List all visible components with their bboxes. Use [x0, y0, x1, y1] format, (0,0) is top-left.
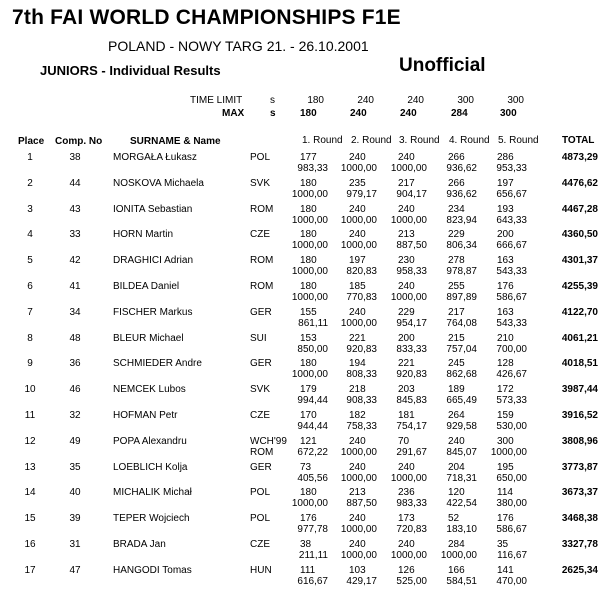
- place-cell: 9: [27, 358, 33, 370]
- round-points-cell: 908,33: [346, 395, 377, 407]
- total-cell: 4301,37: [561, 255, 598, 267]
- round-points-cell: 665,49: [446, 395, 477, 407]
- status-label: Unofficial: [399, 55, 486, 76]
- round-points-cell: 1000,00: [340, 163, 377, 174]
- round-points-cell: 979,17: [346, 188, 377, 200]
- time-limit-value: 180: [307, 95, 324, 106]
- place-cell: 13: [24, 461, 36, 473]
- round-points-cell: 1000,00: [291, 240, 328, 252]
- round-points-cell: 1000,00: [340, 446, 377, 458]
- round-time-cell: 38: [300, 539, 312, 550]
- round-points-cell: 862,68: [446, 369, 477, 381]
- comp-no-cell: 38: [69, 152, 81, 163]
- round-points-cell: 953,33: [496, 163, 527, 174]
- comp-no-cell: 35: [69, 461, 81, 473]
- round-time-cell: 240: [398, 461, 415, 473]
- country-cell: WCH'99: [250, 435, 287, 447]
- header-round-1: 1. Round: [302, 135, 343, 146]
- place-cell: 2: [27, 177, 33, 189]
- round-time-cell: 234: [448, 203, 465, 215]
- round-time-cell: 35: [497, 539, 509, 550]
- round-time-cell: 176: [497, 513, 514, 525]
- round-time-cell: 240: [398, 539, 415, 550]
- round-time-cell: 240: [448, 435, 465, 447]
- header-round-2: 2. Round: [351, 135, 392, 146]
- comp-no-cell: 46: [69, 384, 81, 396]
- place-cell: 7: [27, 306, 33, 318]
- round-time-cell: 221: [349, 332, 366, 344]
- round-time-cell: 194: [349, 358, 366, 370]
- round-time-cell: 240: [349, 306, 366, 318]
- max-value: 300: [500, 108, 517, 119]
- round-time-cell: 111: [300, 564, 316, 576]
- round-time-cell: 180: [300, 281, 317, 292]
- place-cell: 6: [27, 281, 33, 292]
- round-points-cell: 808,33: [346, 369, 377, 381]
- comp-no-cell: 33: [69, 229, 81, 241]
- round-time-cell: 172: [497, 384, 514, 396]
- round-points-cell: 1000,00: [291, 214, 328, 226]
- round-time-cell: 229: [398, 306, 415, 318]
- comp-no-cell: 41: [69, 281, 81, 292]
- header-place: Place: [18, 136, 45, 147]
- round-time-cell: 189: [448, 384, 465, 396]
- place-cell: 1: [27, 152, 33, 163]
- time-limit-value: 300: [507, 95, 524, 106]
- round-points-cell: 1000,00: [390, 214, 427, 226]
- country-cell: ROM: [250, 255, 274, 267]
- round-points-cell: 754,17: [396, 421, 427, 432]
- round-points-cell: 530,00: [496, 421, 527, 432]
- round-points-cell: 643,33: [496, 214, 527, 226]
- round-points-cell: 584,51: [446, 575, 477, 587]
- header-round-4: 4. Round: [449, 135, 490, 146]
- round-points-cell: 850,00: [297, 343, 328, 355]
- round-points-cell: 718,31: [446, 472, 477, 484]
- round-time-cell: 120: [448, 487, 465, 499]
- total-cell: 3468,38: [561, 513, 598, 525]
- round-time-cell: 284: [448, 539, 465, 550]
- round-points-cell: 983,33: [396, 498, 427, 510]
- round-time-cell: 240: [349, 152, 366, 163]
- name-cell: TEPER Wojciech: [113, 513, 190, 525]
- header-comp-no: Comp. No: [55, 136, 103, 147]
- name-cell: HORN Martin: [113, 229, 174, 241]
- round-points-cell: 1000,00: [340, 317, 377, 329]
- name-cell: MORGAŁA Łukasz: [113, 152, 197, 163]
- round-time-cell: 203: [398, 384, 415, 396]
- round-time-cell: 155: [300, 306, 317, 318]
- round-points-cell: 1000,00: [490, 446, 527, 458]
- round-points-cell: 1000,00: [340, 472, 377, 484]
- name-cell: LOEBLICH Kolja: [113, 461, 188, 473]
- country-cell: SUI: [250, 332, 267, 344]
- round-time-cell: 193: [497, 203, 514, 215]
- round-points-cell: 820,83: [346, 266, 377, 278]
- round-time-cell: 240: [349, 229, 366, 241]
- round-time-cell: 121: [300, 435, 317, 447]
- place-cell: 5: [27, 255, 33, 267]
- round-points-cell: 978,87: [446, 266, 477, 278]
- round-time-cell: 159: [497, 410, 514, 421]
- place-cell: 14: [24, 487, 36, 499]
- round-time-cell: 217: [398, 177, 415, 189]
- country-cell: ROM: [250, 281, 274, 292]
- country-cell: CZE: [250, 410, 270, 421]
- round-points-cell: 1000,00: [390, 292, 427, 303]
- round-time-cell: 181: [398, 410, 415, 421]
- place-cell: 15: [24, 513, 36, 525]
- place-cell: 3: [27, 203, 33, 215]
- total-cell: 3987,44: [561, 384, 598, 396]
- round-points-cell: 861,11: [298, 317, 328, 329]
- round-points-cell: 764,08: [446, 317, 477, 329]
- round-points-cell: 823,94: [446, 214, 477, 226]
- round-time-cell: 266: [448, 177, 465, 189]
- comp-no-cell: 40: [69, 487, 81, 499]
- name-cell: POPA Alexandru: [113, 435, 187, 447]
- round-points-cell: 666,67: [496, 240, 527, 252]
- round-time-cell: 240: [349, 539, 366, 550]
- round-time-cell: 179: [300, 384, 317, 396]
- round-time-cell: 213: [349, 487, 366, 499]
- round-time-cell: 126: [398, 564, 415, 576]
- round-time-cell: 255: [448, 281, 465, 292]
- total-cell: 4360,50: [561, 229, 598, 241]
- round-points-cell: 904,17: [396, 188, 427, 200]
- round-time-cell: 235: [349, 177, 366, 189]
- round-points-cell: 616,67: [297, 575, 328, 587]
- round-points-cell: 1000,00: [390, 163, 427, 174]
- round-points-cell: 887,50: [396, 240, 427, 252]
- round-time-cell: 200: [497, 229, 514, 241]
- round-time-cell: 230: [398, 255, 415, 267]
- round-time-cell: 176: [300, 513, 317, 525]
- place-cell: 11: [24, 410, 36, 421]
- time-limit-value: 300: [457, 95, 474, 106]
- round-points-cell: 586,67: [496, 292, 527, 303]
- total-cell: 4061,21: [561, 332, 598, 344]
- round-points-cell: 525,00: [396, 575, 427, 587]
- round-points-cell: 1000,00: [340, 240, 377, 252]
- round-points-cell: 183,10: [446, 524, 477, 536]
- round-points-cell: 845,83: [396, 395, 427, 407]
- round-time-cell: 103: [349, 564, 366, 576]
- round-time-cell: 180: [300, 255, 317, 267]
- round-time-cell: 245: [448, 358, 465, 370]
- round-points-cell: 983,33: [297, 163, 328, 174]
- round-time-cell: 240: [349, 203, 366, 215]
- name-cell: DRAGHICI Adrian: [113, 255, 194, 267]
- round-points-cell: 291,67: [396, 446, 427, 458]
- round-points-cell: 1000,00: [390, 472, 427, 484]
- name-cell: HOFMAN Petr: [113, 410, 178, 421]
- total-cell: 4476,62: [561, 177, 598, 189]
- round-points-cell: 1000,00: [340, 550, 377, 561]
- round-points-cell: 994,44: [297, 395, 328, 407]
- round-points-cell: 1000,00: [291, 266, 328, 278]
- name-cell: BLEUR Michael: [113, 332, 184, 344]
- total-cell: 3916,52: [561, 410, 598, 421]
- comp-no-cell: 32: [69, 410, 81, 421]
- section-heading: JUNIORS - Individual Results: [40, 63, 221, 78]
- country-cell: POL: [250, 513, 271, 525]
- round-points-cell: 920,83: [396, 369, 427, 381]
- round-time-cell: 236: [398, 487, 415, 499]
- round-points-cell: 422,54: [446, 498, 477, 510]
- country-cell: POL: [250, 487, 271, 499]
- round-points-cell: 656,67: [496, 188, 527, 200]
- round-time-cell: 195: [497, 461, 514, 473]
- place-cell: 4: [27, 229, 33, 241]
- max-value: 240: [400, 108, 417, 119]
- round-points-cell: 543,33: [496, 317, 527, 329]
- round-points-cell: 573,33: [496, 395, 527, 407]
- round-points-cell: 944,44: [297, 421, 328, 432]
- round-time-cell: 185: [349, 281, 366, 292]
- round-points-cell: 958,33: [396, 266, 427, 278]
- total-cell: 3808,96: [561, 435, 598, 447]
- round-time-cell: 240: [398, 203, 415, 215]
- round-time-cell: 170: [300, 410, 317, 421]
- country-cell: POL: [250, 152, 271, 163]
- round-time-cell: 204: [448, 461, 465, 473]
- max-value: 180: [300, 108, 317, 119]
- name-cell: HANGODI Tomas: [113, 564, 192, 576]
- time-limit-value: 240: [407, 95, 424, 106]
- round-time-cell: 176: [497, 281, 514, 292]
- country-cell: ROM: [250, 203, 274, 215]
- round-points-cell: 1000,00: [291, 498, 328, 510]
- round-time-cell: 182: [349, 410, 366, 421]
- round-time-cell: 173: [398, 513, 415, 525]
- place-cell: 10: [24, 384, 36, 396]
- round-points-cell: 543,33: [496, 266, 527, 278]
- round-time-cell: 213: [398, 229, 415, 241]
- round-time-cell: 217: [448, 306, 465, 318]
- round-points-cell: 936,62: [446, 188, 477, 200]
- round-time-cell: 180: [300, 487, 317, 499]
- round-time-cell: 218: [349, 384, 366, 396]
- round-time-cell: 240: [349, 513, 366, 525]
- round-points-cell: 757,04: [446, 343, 477, 355]
- round-points-cell: 1000,00: [291, 188, 328, 200]
- header-name: SURNAME & Name: [130, 136, 221, 147]
- round-time-cell: 141: [497, 564, 514, 576]
- comp-no-cell: 42: [69, 255, 81, 267]
- round-points-cell: 936,62: [446, 163, 477, 174]
- country-cell: CZE: [250, 229, 270, 241]
- round-time-cell: 70: [398, 435, 410, 447]
- round-points-cell: 650,00: [496, 472, 527, 484]
- round-points-cell: 887,50: [346, 498, 377, 510]
- country-cell: GER: [250, 306, 272, 318]
- round-points-cell: 920,83: [346, 343, 377, 355]
- comp-no-cell: 43: [69, 203, 81, 215]
- round-time-cell: 286: [497, 152, 514, 163]
- name-cell: MICHALIK Michał: [113, 487, 192, 499]
- round-time-cell: 264: [448, 410, 465, 421]
- round-time-cell: 180: [300, 229, 317, 241]
- comp-no-cell: 44: [69, 177, 81, 189]
- round-points-cell: 470,00: [496, 575, 527, 587]
- name-cell: SCHMIEDER Andre: [113, 358, 202, 370]
- round-points-cell: 806,34: [446, 240, 477, 252]
- total-cell: 3327,78: [561, 539, 598, 550]
- total-cell: 4018,51: [561, 358, 598, 370]
- round-points-cell: 380,00: [496, 498, 527, 510]
- name-cell: FISCHER Markus: [113, 306, 193, 318]
- header-total: TOTAL: [562, 135, 595, 146]
- round-points-cell: 426,67: [496, 369, 527, 381]
- country-cell: HUN: [250, 564, 272, 576]
- max-value: 240: [350, 108, 367, 119]
- total-cell: 2625,34: [561, 564, 598, 576]
- page-title: 7th FAI WORLD CHAMPIONSHIPS F1E: [12, 6, 401, 29]
- comp-no-cell: 36: [69, 358, 81, 370]
- round-points-cell: 770,83: [346, 292, 377, 303]
- max-value: 284: [451, 108, 468, 119]
- total-cell: 4255,39: [561, 281, 598, 292]
- name-cell: NOSKOVA Michaela: [113, 177, 204, 189]
- round-time-cell: 166: [448, 564, 465, 576]
- round-time-cell: 180: [300, 358, 317, 370]
- time-limit-value: 240: [357, 95, 374, 106]
- round-time-cell: 221: [398, 358, 415, 370]
- round-points-cell: 700,00: [496, 343, 527, 355]
- round-time-cell: 300: [497, 435, 514, 447]
- round-time-cell: 266: [448, 152, 465, 163]
- round-points-cell: 429,17: [346, 575, 377, 587]
- country-cell: SVK: [250, 177, 271, 189]
- country-cell: CZE: [250, 539, 270, 550]
- event-subtitle: POLAND - NOWY TARG 21. - 26.10.2001: [108, 38, 369, 54]
- place-cell: 17: [24, 564, 36, 576]
- name-cell: IONITA Sebastian: [113, 203, 193, 215]
- round-points-cell: 977,78: [297, 524, 328, 536]
- time-limit-label: TIME LIMIT: [190, 95, 243, 106]
- country-cell: GER: [250, 461, 272, 473]
- place-cell: 12: [24, 435, 36, 447]
- round-points-cell: 586,67: [496, 524, 527, 536]
- max-label: MAX: [222, 108, 245, 119]
- round-points-cell: 1000,00: [340, 214, 377, 226]
- comp-no-cell: 48: [69, 332, 81, 344]
- max-unit: s: [270, 108, 276, 119]
- name-cell: NEMCEK Lubos: [113, 384, 186, 396]
- round-points-cell: 897,89: [446, 292, 477, 303]
- round-time-cell: 52: [448, 513, 460, 525]
- round-time-cell: 163: [497, 255, 514, 267]
- round-points-cell: 1000,00: [390, 550, 427, 561]
- round-points-cell: 954,17: [396, 317, 427, 329]
- round-points-cell: 405,56: [297, 472, 328, 484]
- round-points-cell: 929,58: [446, 421, 477, 432]
- round-time-cell: 128: [497, 358, 514, 370]
- header-round-5: 5. Round: [498, 135, 539, 146]
- country-cell: ROM: [250, 446, 274, 458]
- round-time-cell: 163: [497, 306, 514, 318]
- round-points-cell: 1000,00: [440, 550, 477, 561]
- round-points-cell: 845,07: [446, 446, 477, 458]
- comp-no-cell: 39: [69, 513, 81, 525]
- round-time-cell: 200: [398, 332, 415, 344]
- round-time-cell: 73: [300, 461, 312, 473]
- comp-no-cell: 49: [69, 435, 81, 447]
- round-time-cell: 240: [349, 461, 366, 473]
- round-points-cell: 1000,00: [340, 524, 377, 536]
- round-points-cell: 211,11: [298, 550, 328, 561]
- round-points-cell: 1000,00: [291, 369, 328, 381]
- round-time-cell: 210: [497, 332, 514, 344]
- round-time-cell: 114: [497, 487, 513, 499]
- round-points-cell: 672,22: [297, 446, 328, 458]
- round-points-cell: 833,33: [396, 343, 427, 355]
- name-cell: BRADA Jan: [113, 539, 166, 550]
- round-time-cell: 278: [448, 255, 465, 267]
- round-time-cell: 197: [497, 177, 514, 189]
- place-cell: 8: [27, 332, 33, 344]
- round-time-cell: 177: [300, 152, 317, 163]
- total-cell: 4467,28: [561, 203, 598, 215]
- round-time-cell: 180: [300, 203, 317, 215]
- round-time-cell: 240: [398, 152, 415, 163]
- country-cell: GER: [250, 358, 272, 370]
- round-time-cell: 229: [448, 229, 465, 241]
- round-points-cell: 720,83: [396, 524, 427, 536]
- comp-no-cell: 34: [69, 306, 81, 318]
- round-time-cell: 180: [300, 177, 317, 189]
- header-round-3: 3. Round: [399, 135, 440, 146]
- round-time-cell: 197: [349, 255, 366, 267]
- comp-no-cell: 47: [69, 564, 81, 576]
- round-points-cell: 116,67: [497, 550, 527, 561]
- total-cell: 3773,87: [561, 461, 598, 473]
- round-time-cell: 240: [398, 281, 415, 292]
- name-cell: BILDEA Daniel: [113, 281, 180, 292]
- round-time-cell: 153: [300, 332, 317, 344]
- round-points-cell: 758,33: [346, 421, 377, 432]
- time-limit-unit: s: [270, 95, 275, 106]
- round-time-cell: 240: [349, 435, 366, 447]
- total-cell: 3673,37: [561, 487, 598, 499]
- round-points-cell: 1000,00: [291, 292, 328, 303]
- total-cell: 4122,70: [561, 306, 598, 318]
- round-time-cell: 215: [448, 332, 465, 344]
- comp-no-cell: 31: [69, 539, 81, 550]
- place-cell: 16: [24, 539, 36, 550]
- total-cell: 4873,29: [561, 152, 598, 163]
- country-cell: SVK: [250, 384, 271, 396]
